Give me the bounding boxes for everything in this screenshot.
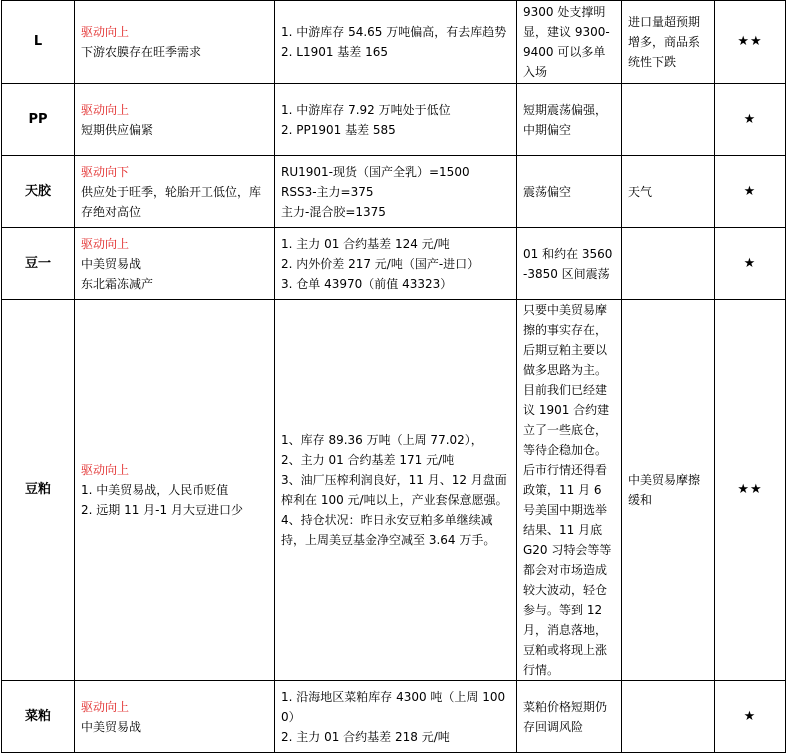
risk-cell: 进口量超预期增多，商品系统性下跌 bbox=[622, 1, 715, 84]
rating-stars: ★★ bbox=[715, 300, 786, 681]
rating-stars: ★★ bbox=[715, 1, 786, 84]
commodity-name: L bbox=[2, 1, 75, 84]
risk-cell: 天气 bbox=[622, 156, 715, 228]
strategy-cell: 9300 处支撑明显，建议 9300-9400 可以多单入场 bbox=[517, 1, 622, 84]
driver-direction: 驱动向上 bbox=[81, 25, 130, 39]
risk-cell bbox=[622, 228, 715, 300]
table-row-rapeseed-meal bbox=[2, 681, 786, 753]
fundamentals-cell: RU1901-现货（国产全乳）=1500 RSS3-主力=375 主力-混合胶=1375 bbox=[275, 156, 517, 228]
driver-direction: 驱动向上 bbox=[81, 236, 130, 251]
commodity-name: 天胶 bbox=[2, 156, 75, 228]
rating-stars: ★ bbox=[715, 156, 786, 228]
strategy-cell: 震荡偏空 bbox=[517, 156, 622, 228]
commodity-strategy-table bbox=[1, 0, 786, 753]
strategy-cell: 只要中美贸易摩擦的事实存在，后期豆粕主要以做多思路为主。目前我们已经建议 1901 合约建立了一些底仓，等待企稳加仓。后市行情还得看政策，11 月 6 号美国中期选举结果、11 月底 G20 习特会等等都会对市场造成较大波动，轻仓参与。等到 12 月，消息落地，豆粕或将现上涨行情。 bbox=[517, 300, 622, 681]
driver-direction: 驱动向下 bbox=[81, 164, 130, 179]
driver-reason: 供应处于旺季，轮胎开工低位，库存绝对高位 bbox=[81, 184, 262, 219]
driver-cell bbox=[75, 681, 275, 753]
rating-stars: ★ bbox=[715, 228, 786, 300]
risk-cell bbox=[622, 681, 715, 753]
table-row-l bbox=[2, 1, 786, 84]
driver-reason: 中美贸易战 bbox=[81, 719, 142, 734]
fundamentals-cell: 1. 主力 01 合约基差 124 元/吨 2. 内外价差 217 元/吨（国产-进口） 3. 仓单 43970（前值 43323） bbox=[275, 228, 517, 300]
driver-cell bbox=[75, 156, 275, 228]
commodity-name: 菜粕 bbox=[2, 681, 75, 753]
table-row-rubber bbox=[2, 156, 786, 228]
strategy-cell: 01 和约在 3560-3850 区间震荡 bbox=[517, 228, 622, 300]
driver-reason: 短期供应偏紧 bbox=[81, 122, 154, 137]
fundamentals-cell: 1. 中游库存 7.92 万吨处于低位 2. PP1901 基差 585 bbox=[275, 84, 517, 156]
commodity-name: 豆一 bbox=[2, 228, 75, 300]
risk-cell bbox=[622, 84, 715, 156]
driver-direction: 驱动向上 bbox=[81, 463, 130, 477]
driver-cell bbox=[75, 1, 275, 84]
driver-reason: 中美贸易战 东北霜冻减产 bbox=[81, 256, 154, 291]
fundamentals-cell: 1. 中游库存 54.65 万吨偏高，有去库趋势 2. L1901 基差 165 bbox=[275, 1, 517, 84]
strategy-cell: 短期震荡偏强，中期偏空 bbox=[517, 84, 622, 156]
driver-reason: 下游农膜存在旺季需求 bbox=[81, 45, 202, 59]
strategy-cell: 菜粕价格短期仍存回调风险 bbox=[517, 681, 622, 753]
table-row-soymeal bbox=[2, 300, 786, 681]
driver-cell bbox=[75, 300, 275, 681]
rating-stars: ★ bbox=[715, 681, 786, 753]
driver-reason: 1. 中美贸易战，人民币贬值 2. 远期 11 月-1 月大豆进口少 bbox=[81, 483, 243, 517]
driver-cell bbox=[75, 228, 275, 300]
driver-direction: 驱动向上 bbox=[81, 102, 130, 117]
driver-direction: 驱动向上 bbox=[81, 699, 130, 714]
risk-cell: 中美贸易摩擦缓和 bbox=[622, 300, 715, 681]
commodity-name: PP bbox=[2, 84, 75, 156]
table-row-pp bbox=[2, 84, 786, 156]
driver-cell bbox=[75, 84, 275, 156]
fundamentals-cell: 1. 沿海地区菜粕库存 4300 吨（上周 1000） 2. 主力 01 合约基差 218 元/吨 bbox=[275, 681, 517, 753]
table-row-soybean bbox=[2, 228, 786, 300]
rating-stars: ★ bbox=[715, 84, 786, 156]
fundamentals-cell: 1、库存 89.36 万吨（上周 77.02）， 2、主力 01 合约基差 171 元/吨 3、油厂压榨利润良好，11 月、12 月盘面榨利在 100 元/吨以上，产业套保意愿强。 4、持仓状况：昨日永安豆粕多单继续减持，上周美豆基金净空减至 3.64 万手。 bbox=[275, 300, 517, 681]
commodity-name: 豆粕 bbox=[2, 300, 75, 681]
